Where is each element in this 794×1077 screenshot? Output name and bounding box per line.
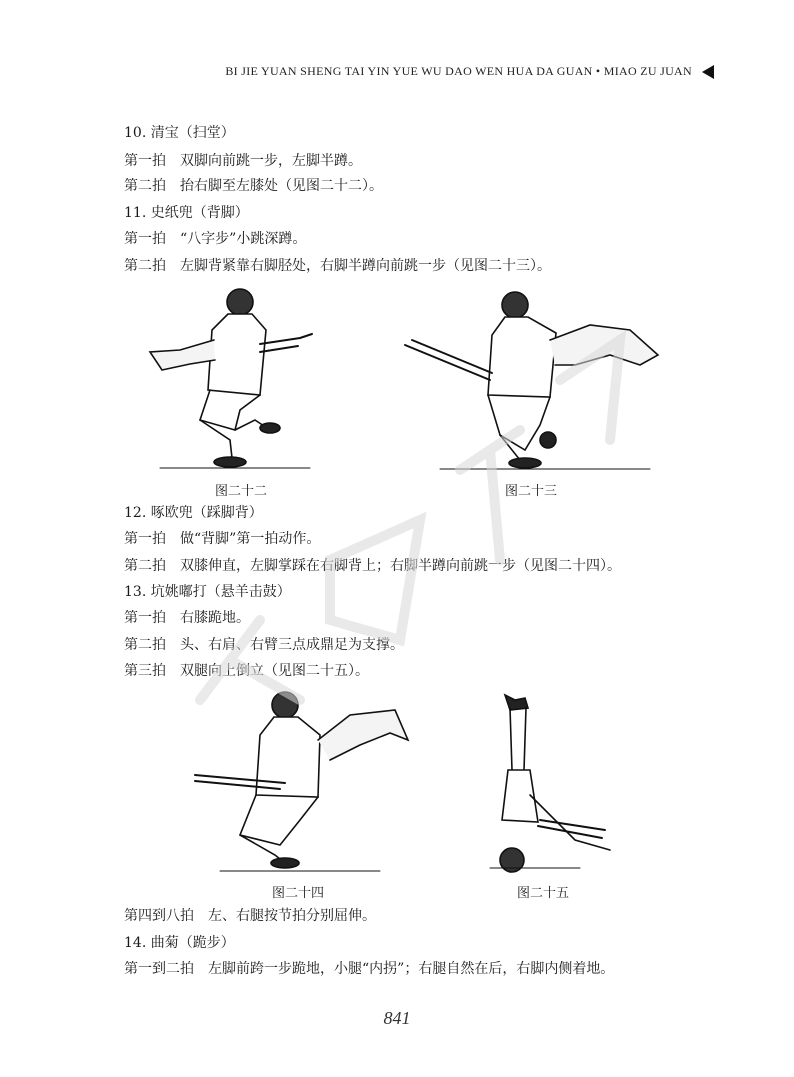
text-line: 第二拍 左脚背紧靠右脚胫处，右脚半蹲向前跳一步（见图二十三）。 <box>124 258 551 274</box>
text-line: 第四到八拍 左、右腿按节拍分别屈伸。 <box>124 908 376 924</box>
text-line: 第二拍 双膝伸直，左脚掌踩在右脚背上；右脚半蹲向前跳一步（见图二十四）。 <box>124 558 621 574</box>
section-12-title: 12. 啄欧兜（踩脚背） <box>124 505 263 521</box>
page-number: 841 <box>383 1008 411 1028</box>
text-line: 第一拍 “八字步”小跳深蹲。 <box>124 231 307 247</box>
running-title: BI JIE YUAN SHENG TAI YIN YUE WU DAO WEN HUA DA GUAN • MIAO ZU JUAN <box>225 64 692 78</box>
figure-23-illustration <box>400 285 670 475</box>
figure-22-caption: 图二十二 <box>215 484 268 499</box>
figure-24-illustration <box>190 685 415 880</box>
text-line: 第二拍 头、右肩、右臂三点成鼎足为支撑。 <box>124 637 404 653</box>
text-line: 第一拍 做“背脚”第一拍动作。 <box>124 531 321 547</box>
figure-25-illustration <box>480 690 620 880</box>
section-10-title: 10. 清宝（扫堂） <box>124 125 235 141</box>
figure-24-caption: 图二十四 <box>272 886 325 901</box>
figure-25-caption: 图二十五 <box>517 886 570 901</box>
triangle-marker-icon <box>702 65 714 79</box>
running-header <box>225 64 714 79</box>
section-13-title: 13. 坑姚嘟打（悬羊击鼓） <box>124 584 291 600</box>
text-line: 第二拍 抬右脚至左膝处（见图二十二）。 <box>124 178 383 194</box>
text-line: 第一到二拍 左脚前跨一步跪地，小腿“内拐”；右腿自然在后，右脚内侧着地。 <box>124 961 615 977</box>
figure-22-illustration <box>140 280 320 475</box>
section-11-title: 11. 史纸兜（背脚） <box>124 205 249 221</box>
section-14-title: 14. 曲菊（跪步） <box>124 935 235 951</box>
figure-23-caption: 图二十三 <box>505 484 558 499</box>
text-line: 第一拍 右膝跪地。 <box>124 610 250 626</box>
text-line: 第三拍 双腿向上倒立（见图二十五）。 <box>124 663 369 679</box>
text-line: 第一拍 双脚向前跳一步，左脚半蹲。 <box>124 153 362 169</box>
